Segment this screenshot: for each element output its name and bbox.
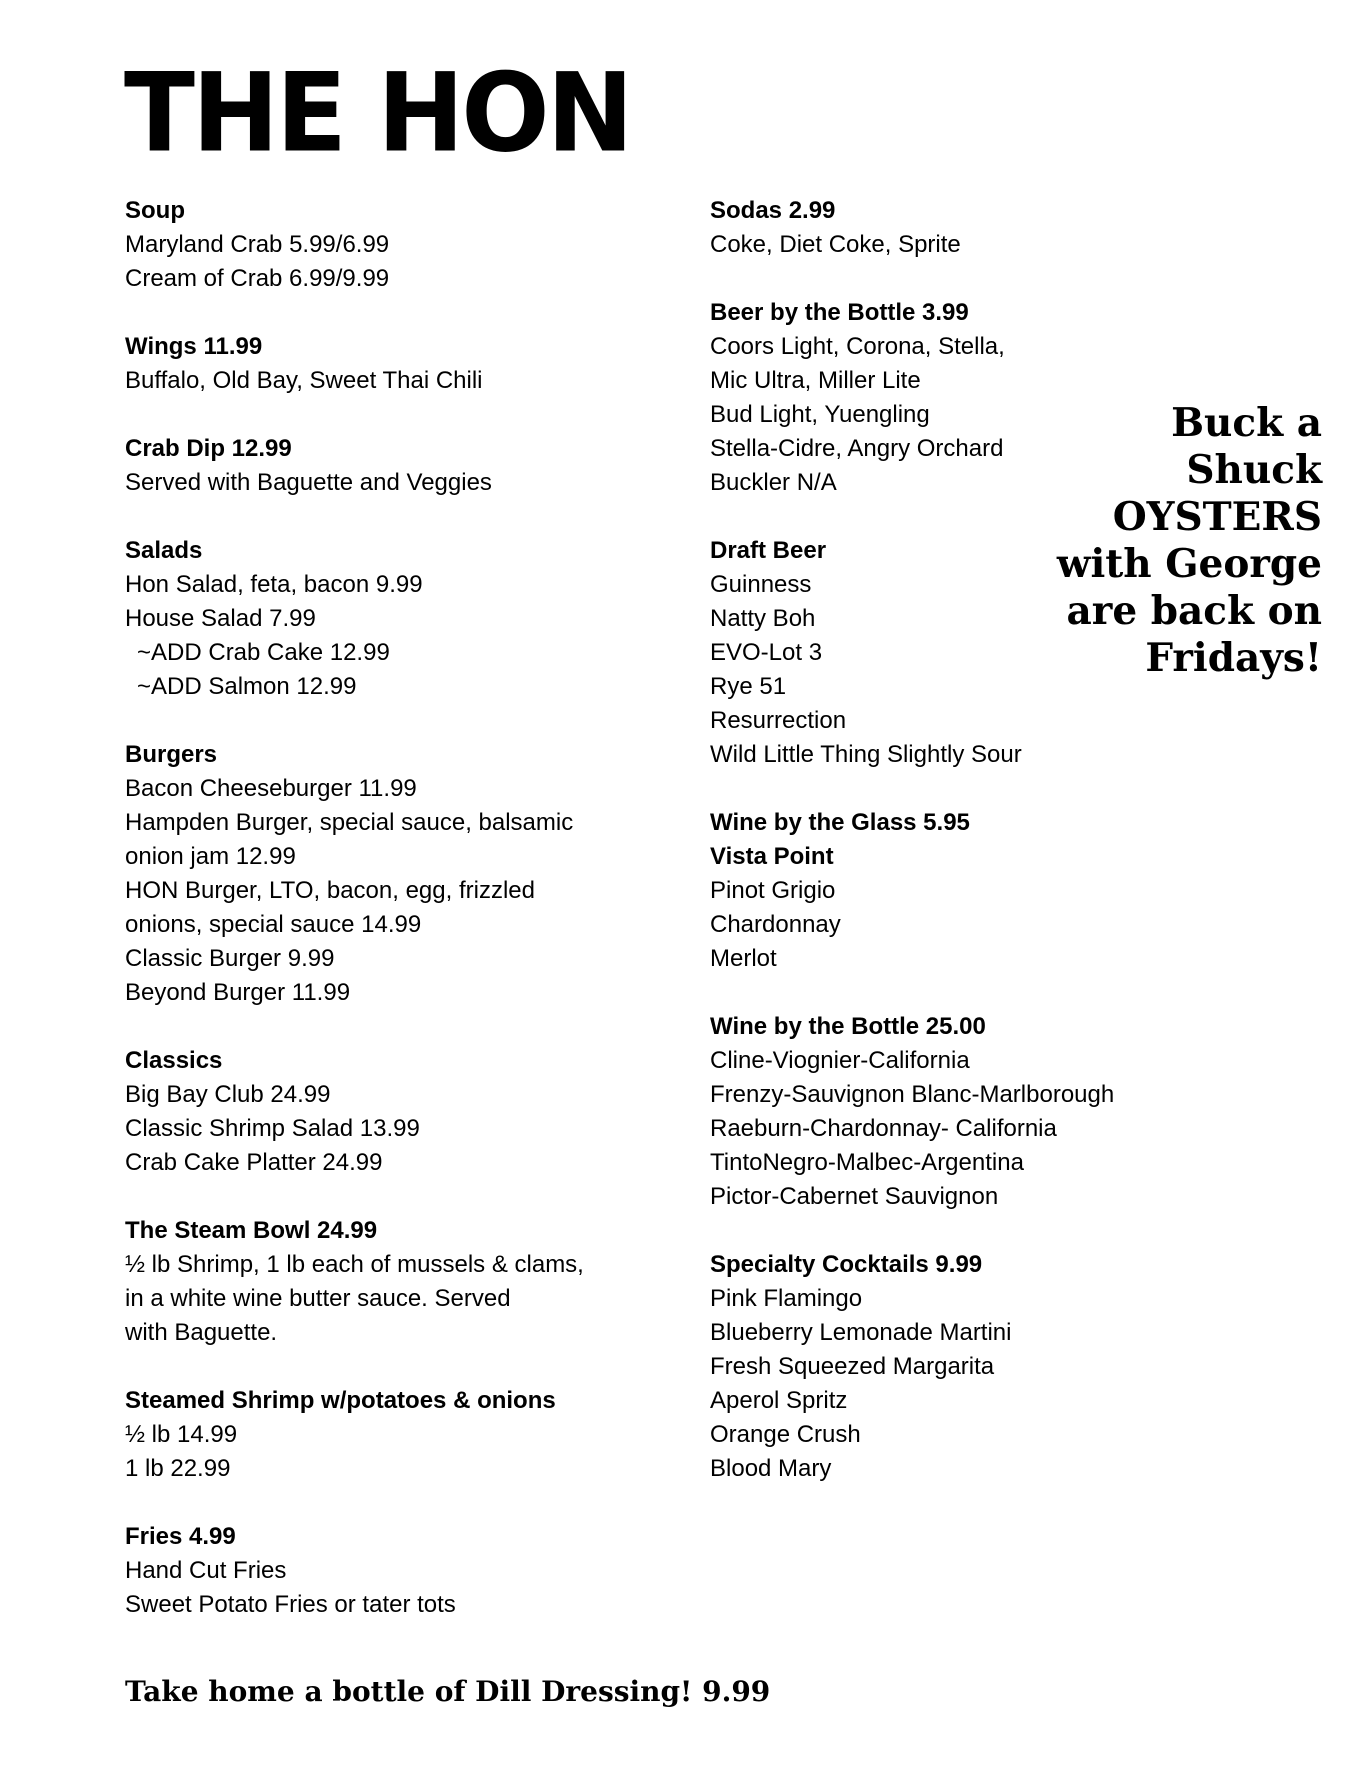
section-heading: Draft Beer [710,537,827,564]
menu-item: EVO-Lot 3 [710,639,823,666]
menu-item: TintoNegro-Malbec-Argentina [710,1149,1024,1176]
menu-item: Guinness [710,571,812,598]
section-heading: Burgers [125,741,218,768]
menu-item-addon: ~ADD Salmon 12.99 [137,673,357,700]
promo-line: OYSTERS [1112,494,1322,540]
menu-item: Orange Crush [710,1421,861,1448]
menu-item: Chardonnay [710,911,841,938]
menu-section-salads [125,534,645,704]
menu-item: Buffalo, Old Bay, Sweet Thai Chili [125,367,483,394]
menu-item: Frenzy-Sauvignon Blanc-Marlborough [710,1081,1115,1108]
menu-item: Merlot [710,945,777,972]
menu-item: ½ lb 14.99 [125,1421,238,1448]
menu-item: Pink Flamingo [710,1285,863,1312]
drinks-column [710,194,1170,1520]
menu-section-classics [125,1044,645,1180]
section-heading: Fries 4.99 [125,1523,236,1550]
section-heading: Wine by the Bottle 25.00 [710,1013,986,1040]
menu-section-wine-glass [710,806,1170,976]
section-heading: Crab Dip 12.99 [125,435,292,462]
menu-item: Rye 51 [710,673,787,700]
section-heading: Steamed Shrimp w/potatoes & onions [125,1387,556,1414]
menu-section-cocktails [710,1248,1170,1486]
section-heading: Soup [125,197,185,224]
menu-section-sodas [710,194,1170,262]
menu-item: Sweet Potato Fries or tater tots [125,1591,456,1618]
food-column [125,194,645,1656]
menu-section-fries [125,1520,645,1622]
menu-item: Classic Shrimp Salad 13.99 [125,1115,420,1142]
menu-item: Cline-Viognier-California [710,1047,970,1074]
menu-item: House Salad 7.99 [125,605,316,632]
menu-item: Resurrection [710,707,847,734]
menu-item: Coors Light, Corona, Stella, [710,333,1005,360]
menu-item: Buckler N/A [710,469,837,496]
menu-item: Wild Little Thing Slightly Sour [710,741,1022,768]
menu-item: Pictor-Cabernet Sauvignon [710,1183,999,1210]
section-heading: Wine by the Glass 5.95 [710,809,970,836]
menu-item: Bacon Cheeseburger 11.99 [125,775,417,802]
menu-item: Hampden Burger, special sauce, balsamic [125,809,574,836]
section-heading: The Steam Bowl 24.99 [125,1217,378,1244]
page-title: THE HON [124,48,631,177]
menu-section-soup [125,194,645,296]
menu-item: Mic Ultra, Miller Lite [710,367,921,394]
menu-item: Stella-Cidre, Angry Orchard [710,435,1004,462]
oyster-promo [1022,400,1322,682]
section-heading: Classics [125,1047,223,1074]
menu-section-wings [125,330,645,398]
promo-line: with George [1056,541,1322,587]
menu-section-steamed-shrimp [125,1384,645,1486]
menu-item: ½ lb Shrimp, 1 lb each of mussels & clams, [125,1251,584,1278]
section-heading: Sodas 2.99 [710,197,836,224]
menu-item: 1 lb 22.99 [125,1455,231,1482]
menu-item: Fresh Squeezed Margarita [710,1353,995,1380]
promo-line: Fridays! [1145,635,1322,681]
menu-item: Raeburn-Chardonnay- California [710,1115,1057,1142]
menu-item: Blueberry Lemonade Martini [710,1319,1012,1346]
menu-item: Served with Baguette and Veggies [125,469,492,496]
section-heading: Salads [125,537,203,564]
menu-item: Beyond Burger 11.99 [125,979,351,1006]
menu-section-wine-bottle [710,1010,1170,1214]
menu-section-crab-dip [125,432,645,500]
dill-dressing-footer: Take home a bottle of Dill Dressing! 9.99 [125,1675,771,1708]
menu-item: Cream of Crab 6.99/9.99 [125,265,390,292]
promo-line: Buck a [1171,400,1322,446]
menu-item: with Baguette. [125,1319,278,1346]
menu-section-burgers [125,738,645,1010]
section-subheading: Vista Point [710,843,834,870]
menu-item: Maryland Crab 5.99/6.99 [125,231,390,258]
menu-item: Blood Mary [710,1455,832,1482]
menu-section-steam-bowl [125,1214,645,1350]
section-heading: Specialty Cocktails 9.99 [710,1251,983,1278]
menu-item: Crab Cake Platter 24.99 [125,1149,383,1176]
menu-item: Big Bay Club 24.99 [125,1081,331,1108]
menu-item: Hand Cut Fries [125,1557,287,1584]
menu-item: Pinot Grigio [710,877,836,904]
menu-item: Classic Burger 9.99 [125,945,335,972]
menu-item: Aperol Spritz [710,1387,848,1414]
promo-line: are back on [1066,588,1322,634]
section-heading: Beer by the Bottle 3.99 [710,299,969,326]
menu-item-addon: ~ADD Crab Cake 12.99 [137,639,390,666]
section-heading: Wings 11.99 [125,333,263,360]
menu-item: onion jam 12.99 [125,843,296,870]
menu-item: Natty Boh [710,605,816,632]
menu-item: Coke, Diet Coke, Sprite [710,231,961,258]
promo-line: Shuck [1186,447,1322,493]
menu-item: Hon Salad, feta, bacon 9.99 [125,571,423,598]
menu-item: HON Burger, LTO, bacon, egg, frizzled [125,877,535,904]
menu-item: Bud Light, Yuengling [710,401,930,428]
menu-item: in a white wine butter sauce. Served [125,1285,511,1312]
menu-item: onions, special sauce 14.99 [125,911,422,938]
